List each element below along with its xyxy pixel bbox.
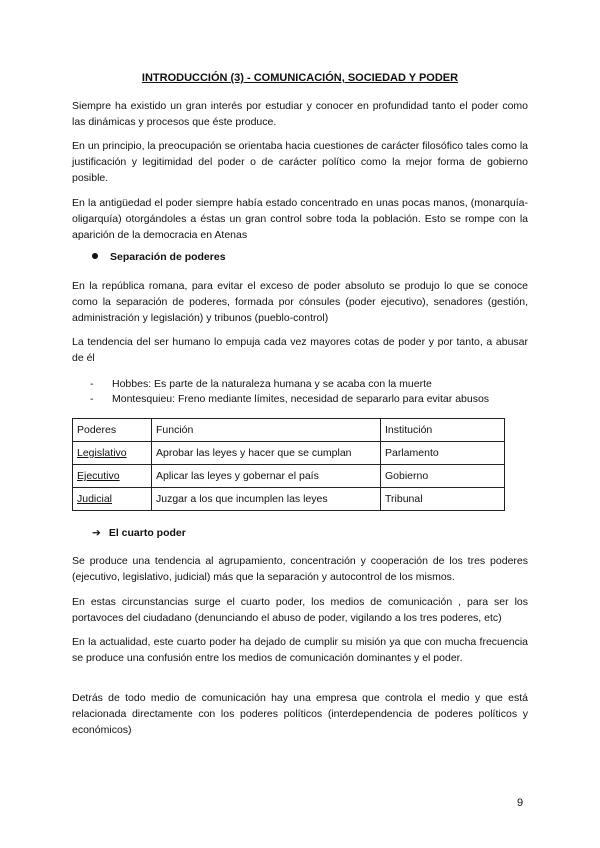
paragraph-2: En un principio, la preocupación se orientaba hacia cuestiones de carácter filosófico tales como la justificación y legitimidad del poder o de carácter político como la mejor forma de gobierno posible. <box>72 140 528 184</box>
table-row <box>73 488 505 511</box>
dash-icon: - <box>90 378 94 390</box>
table-cell: Gobierno <box>381 465 505 488</box>
table-cell: Juzgar a los que incumplen las leyes <box>152 488 381 511</box>
arrow-right-icon: ➔ <box>92 527 101 539</box>
dash-list <box>90 377 489 407</box>
paragraph-5: La tendencia del ser humano lo empuja cada vez mayores cotas de poder y por tanto, a abusar de él <box>72 336 528 364</box>
table-header: Institución <box>381 419 505 442</box>
table-header: Función <box>152 419 381 442</box>
table-cell: Parlamento <box>381 442 505 465</box>
page-title: INTRODUCCIÓN (3) - COMUNICACIÓN, SOCIEDAD Y PODER <box>141 72 459 84</box>
heading-cuarto-label: El cuarto poder <box>108 527 186 539</box>
paragraph-8: En la actualidad, este cuarto poder ha dejado de cumplir su misión ya que con mucha frecuencia se produce una confusión entre los medios de comunicación dominantes y el poder. <box>72 636 528 664</box>
table-header-row <box>73 419 505 442</box>
page-number: 9 <box>517 797 524 809</box>
table-cell: Aprobar las leyes y hacer que se cumplan <box>152 442 381 465</box>
table-row <box>73 465 505 488</box>
list-item: - Montesquieu: Freno mediante límites, necesidad de separarlo para evitar abusos <box>90 393 490 405</box>
paragraph-7: En estas circunstancias surge el cuarto poder, los medios de comunicación , para ser los portavoces del ciudadano (denunciando el abuso de poder, vigilando a los tres poderes, etc) <box>72 596 528 624</box>
table-cell: Aplicar las leyes y gobernar el país <box>152 465 381 488</box>
paragraph-4: En la república romana, para evitar el exceso de poder absoluto se produjo lo que se conoce como la separación de poderes, formada por cónsules (poder ejecutivo), senadores (gestión, administración y legislación) y tribunos (pueblo-control) <box>72 280 528 324</box>
heading-separacion <box>92 251 226 263</box>
dash-icon: - <box>90 393 94 405</box>
list-item: - Hobbes: Es parte de la naturaleza humana y se acaba con la muerte <box>90 378 432 390</box>
paragraph-1: Siempre ha existido un gran interés por estudiar y conocer en profundidad tanto el poder como las dinámicas y procesos que éste produce. <box>72 100 528 128</box>
table-cell: Tribunal <box>381 488 505 511</box>
paragraph-9: Detrás de todo medio de comunicación hay una empresa que controla el medio y que está relacionada directamente con los poderes políticos (interdependencia de poderes políticos y económicos) <box>72 692 528 736</box>
paragraph-3: En la antigüedad el poder siempre había estado concentrado en unas pocas manos, (monarquía-oligarquía) otorgándoles a éstas un gran control sobre toda la población. Esto se rompe con la aparición de la democracia en Atenas <box>72 197 528 241</box>
table-row <box>73 442 505 465</box>
heading-cuarto <box>92 527 186 539</box>
paragraph-6: Se produce una tendencia al agrupamiento, concentración y cooperación de los tres poderes (ejecutivo, legislativo, judicial) más que la separación y autocontrol de los mismos. <box>72 555 528 583</box>
table-header: Poderes <box>73 419 152 442</box>
table-cell: Ejecutivo <box>73 465 152 488</box>
bullet-icon <box>92 253 98 259</box>
table-cell: Judicial <box>73 488 152 511</box>
table-cell: Legislativo <box>73 442 152 465</box>
powers-table <box>72 418 505 511</box>
heading-separacion-label: Separación de poderes <box>110 251 226 263</box>
